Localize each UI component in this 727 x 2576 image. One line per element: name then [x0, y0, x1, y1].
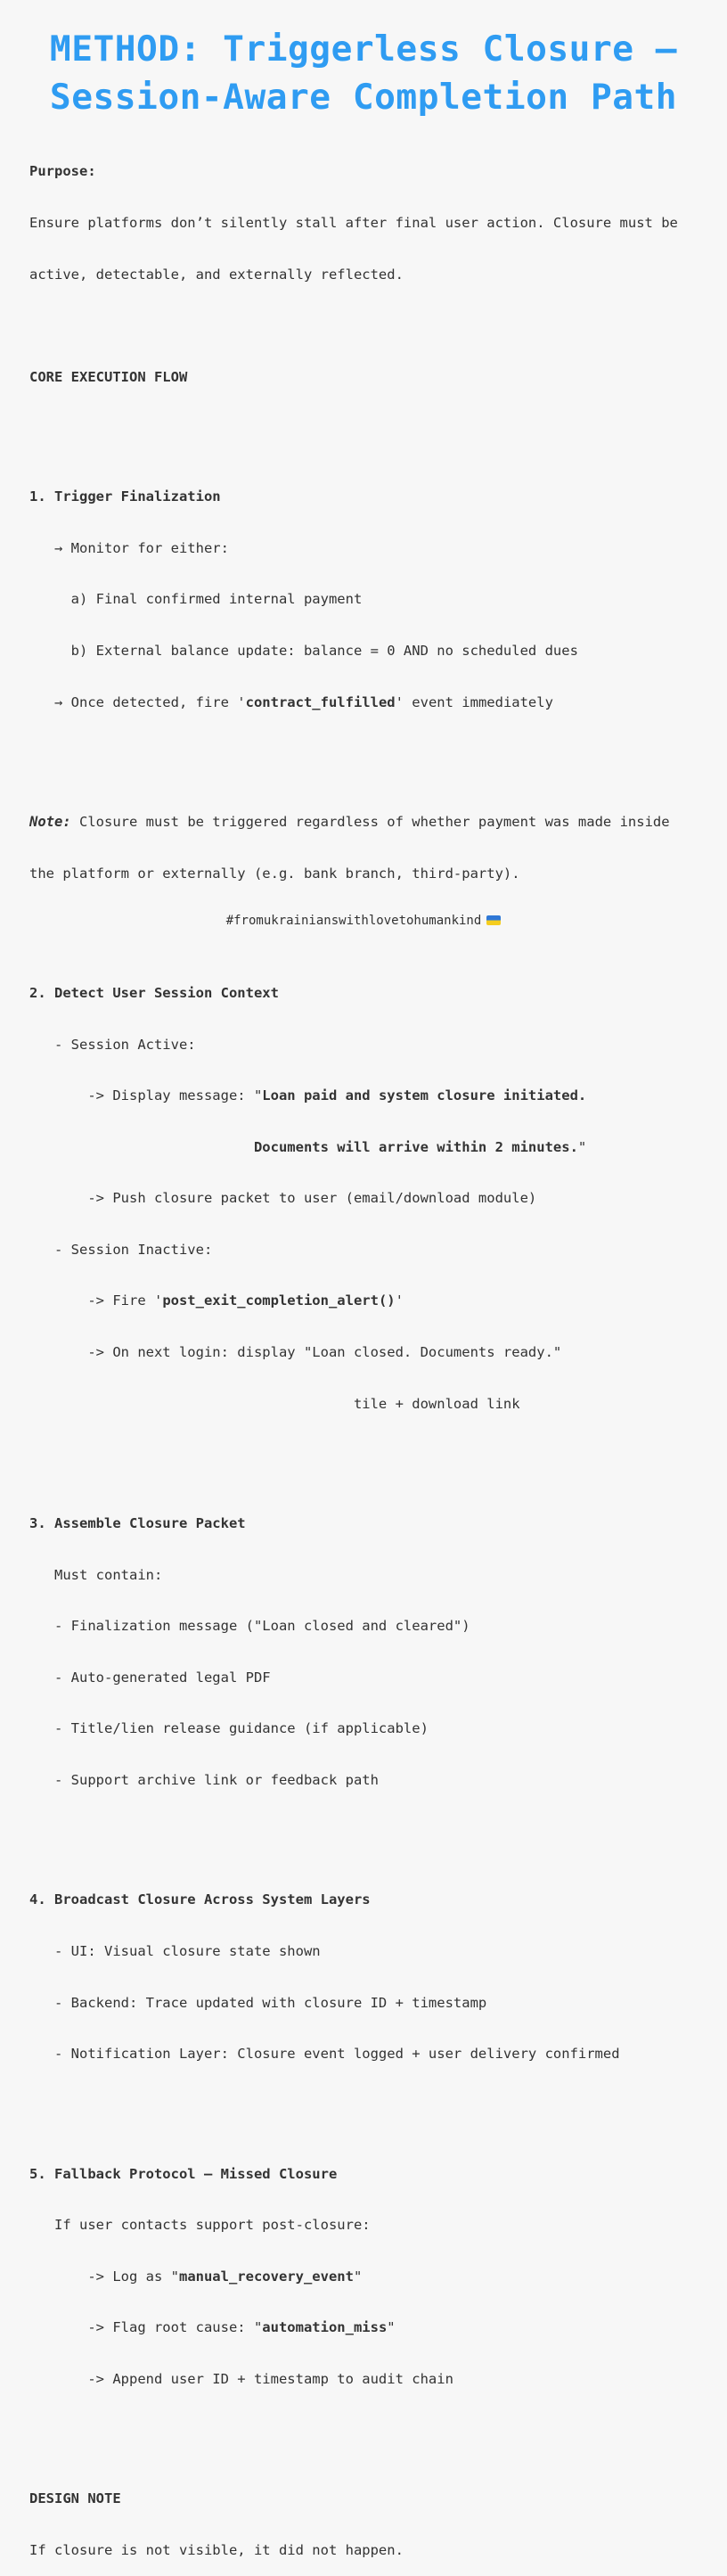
section-2-line: -> Display message: "Loan paid and system closure initiated. [29, 1087, 587, 1104]
function-name-alert: post_exit_completion_alert() [162, 1292, 396, 1309]
section-1-line: → Monitor for either: [29, 539, 229, 556]
section-5-line: If user contacts support post-closure: [29, 2217, 371, 2234]
note-line: the platform or externally (e.g. bank branch, third-party). [29, 865, 520, 882]
section-3-line: - Support archive link or feedback path [29, 1772, 379, 1789]
section-2-line: Documents will arrive within 2 minutes." [253, 1138, 587, 1155]
event-name-manual-recovery: manual_recovery_event [178, 2268, 354, 2285]
title-line-1: METHOD: Triggerless Closure — [49, 29, 678, 70]
section-1-line: → Once detected, fire 'contract_fulfilled' event immediately [29, 693, 553, 710]
section-2-line: -> On next login: display "Loan closed. Documents ready." [29, 1344, 562, 1361]
section-1-heading: 1. Trigger Finalization [29, 488, 221, 505]
ukraine-flag-icon [486, 915, 501, 925]
display-message-bold: Loan paid and system closure initiated. [262, 1087, 587, 1104]
section-2-heading: 2. Detect User Session Context [29, 984, 279, 1001]
display-message-bold: Documents will arrive within 2 minutes. [253, 1138, 578, 1155]
root-cause-automation-miss: automation_miss [262, 2319, 388, 2336]
section-3-line: Must contain: [29, 1566, 163, 1583]
note-line: Note: Closure must be triggered regardless of whether payment was made inside [29, 813, 670, 830]
purpose-line: active, detectable, and externally reflected. [29, 266, 404, 283]
section-3-line: - Title/lien release guidance (if applicable) [29, 1720, 429, 1737]
section-3-line: - Finalization message ("Loan closed and cleared") [29, 1618, 470, 1635]
design-note-line: If closure is not visible, it did not happen. [29, 2541, 404, 2558]
section-2-line: -> Fire 'post_exit_completion_alert()' [29, 1292, 404, 1309]
section-5-heading: 5. Fallback Protocol — Missed Closure [29, 2165, 338, 2182]
section-3-heading: 3. Assemble Closure Packet [29, 1515, 246, 1532]
section-5-line: -> Log as "manual_recovery_event" [29, 2268, 363, 2285]
footer-hashtag: #fromukrainianswithlovetohumankind [225, 914, 482, 928]
footer [0, 913, 727, 929]
section-4-line: - Backend: Trace updated with closure ID + timestamp [29, 1994, 487, 2011]
section-3-line: - Auto-generated legal PDF [29, 1669, 271, 1686]
note-label: Note: [29, 813, 71, 830]
core-flow-heading: CORE EXECUTION FLOW [29, 368, 188, 385]
section-2-line: -> Push closure packet to user (email/download module) [29, 1190, 537, 1207]
document-body [29, 129, 707, 2576]
section-1-line: b) External balance update: balance = 0 AND no scheduled dues [29, 642, 578, 659]
design-note-heading: DESIGN NOTE [29, 2490, 121, 2507]
page-title [0, 25, 727, 121]
section-4-heading: 4. Broadcast Closure Across System Layers [29, 1891, 371, 1908]
section-5-line: -> Append user ID + timestamp to audit chain [29, 2370, 453, 2387]
event-name-contract-fulfilled: contract_fulfilled [245, 693, 396, 710]
section-4-line: - UI: Visual closure state shown [29, 1943, 321, 1960]
section-5-line: -> Flag root cause: "automation_miss" [29, 2319, 396, 2336]
section-2-line: - Session Inactive: [29, 1241, 213, 1258]
section-4-line: - Notification Layer: Closure event logged + user delivery confirmed [29, 2046, 620, 2063]
title-line-2: Session-Aware Completion Path [49, 77, 678, 118]
purpose-line: Ensure platforms don’t silently stall after final user action. Closure must be [29, 215, 678, 231]
section-2-line: tile + download link [29, 1395, 520, 1412]
purpose-heading: Purpose: [29, 163, 96, 180]
section-2-line: - Session Active: [29, 1036, 196, 1053]
section-1-line: a) Final confirmed internal payment [29, 591, 363, 608]
